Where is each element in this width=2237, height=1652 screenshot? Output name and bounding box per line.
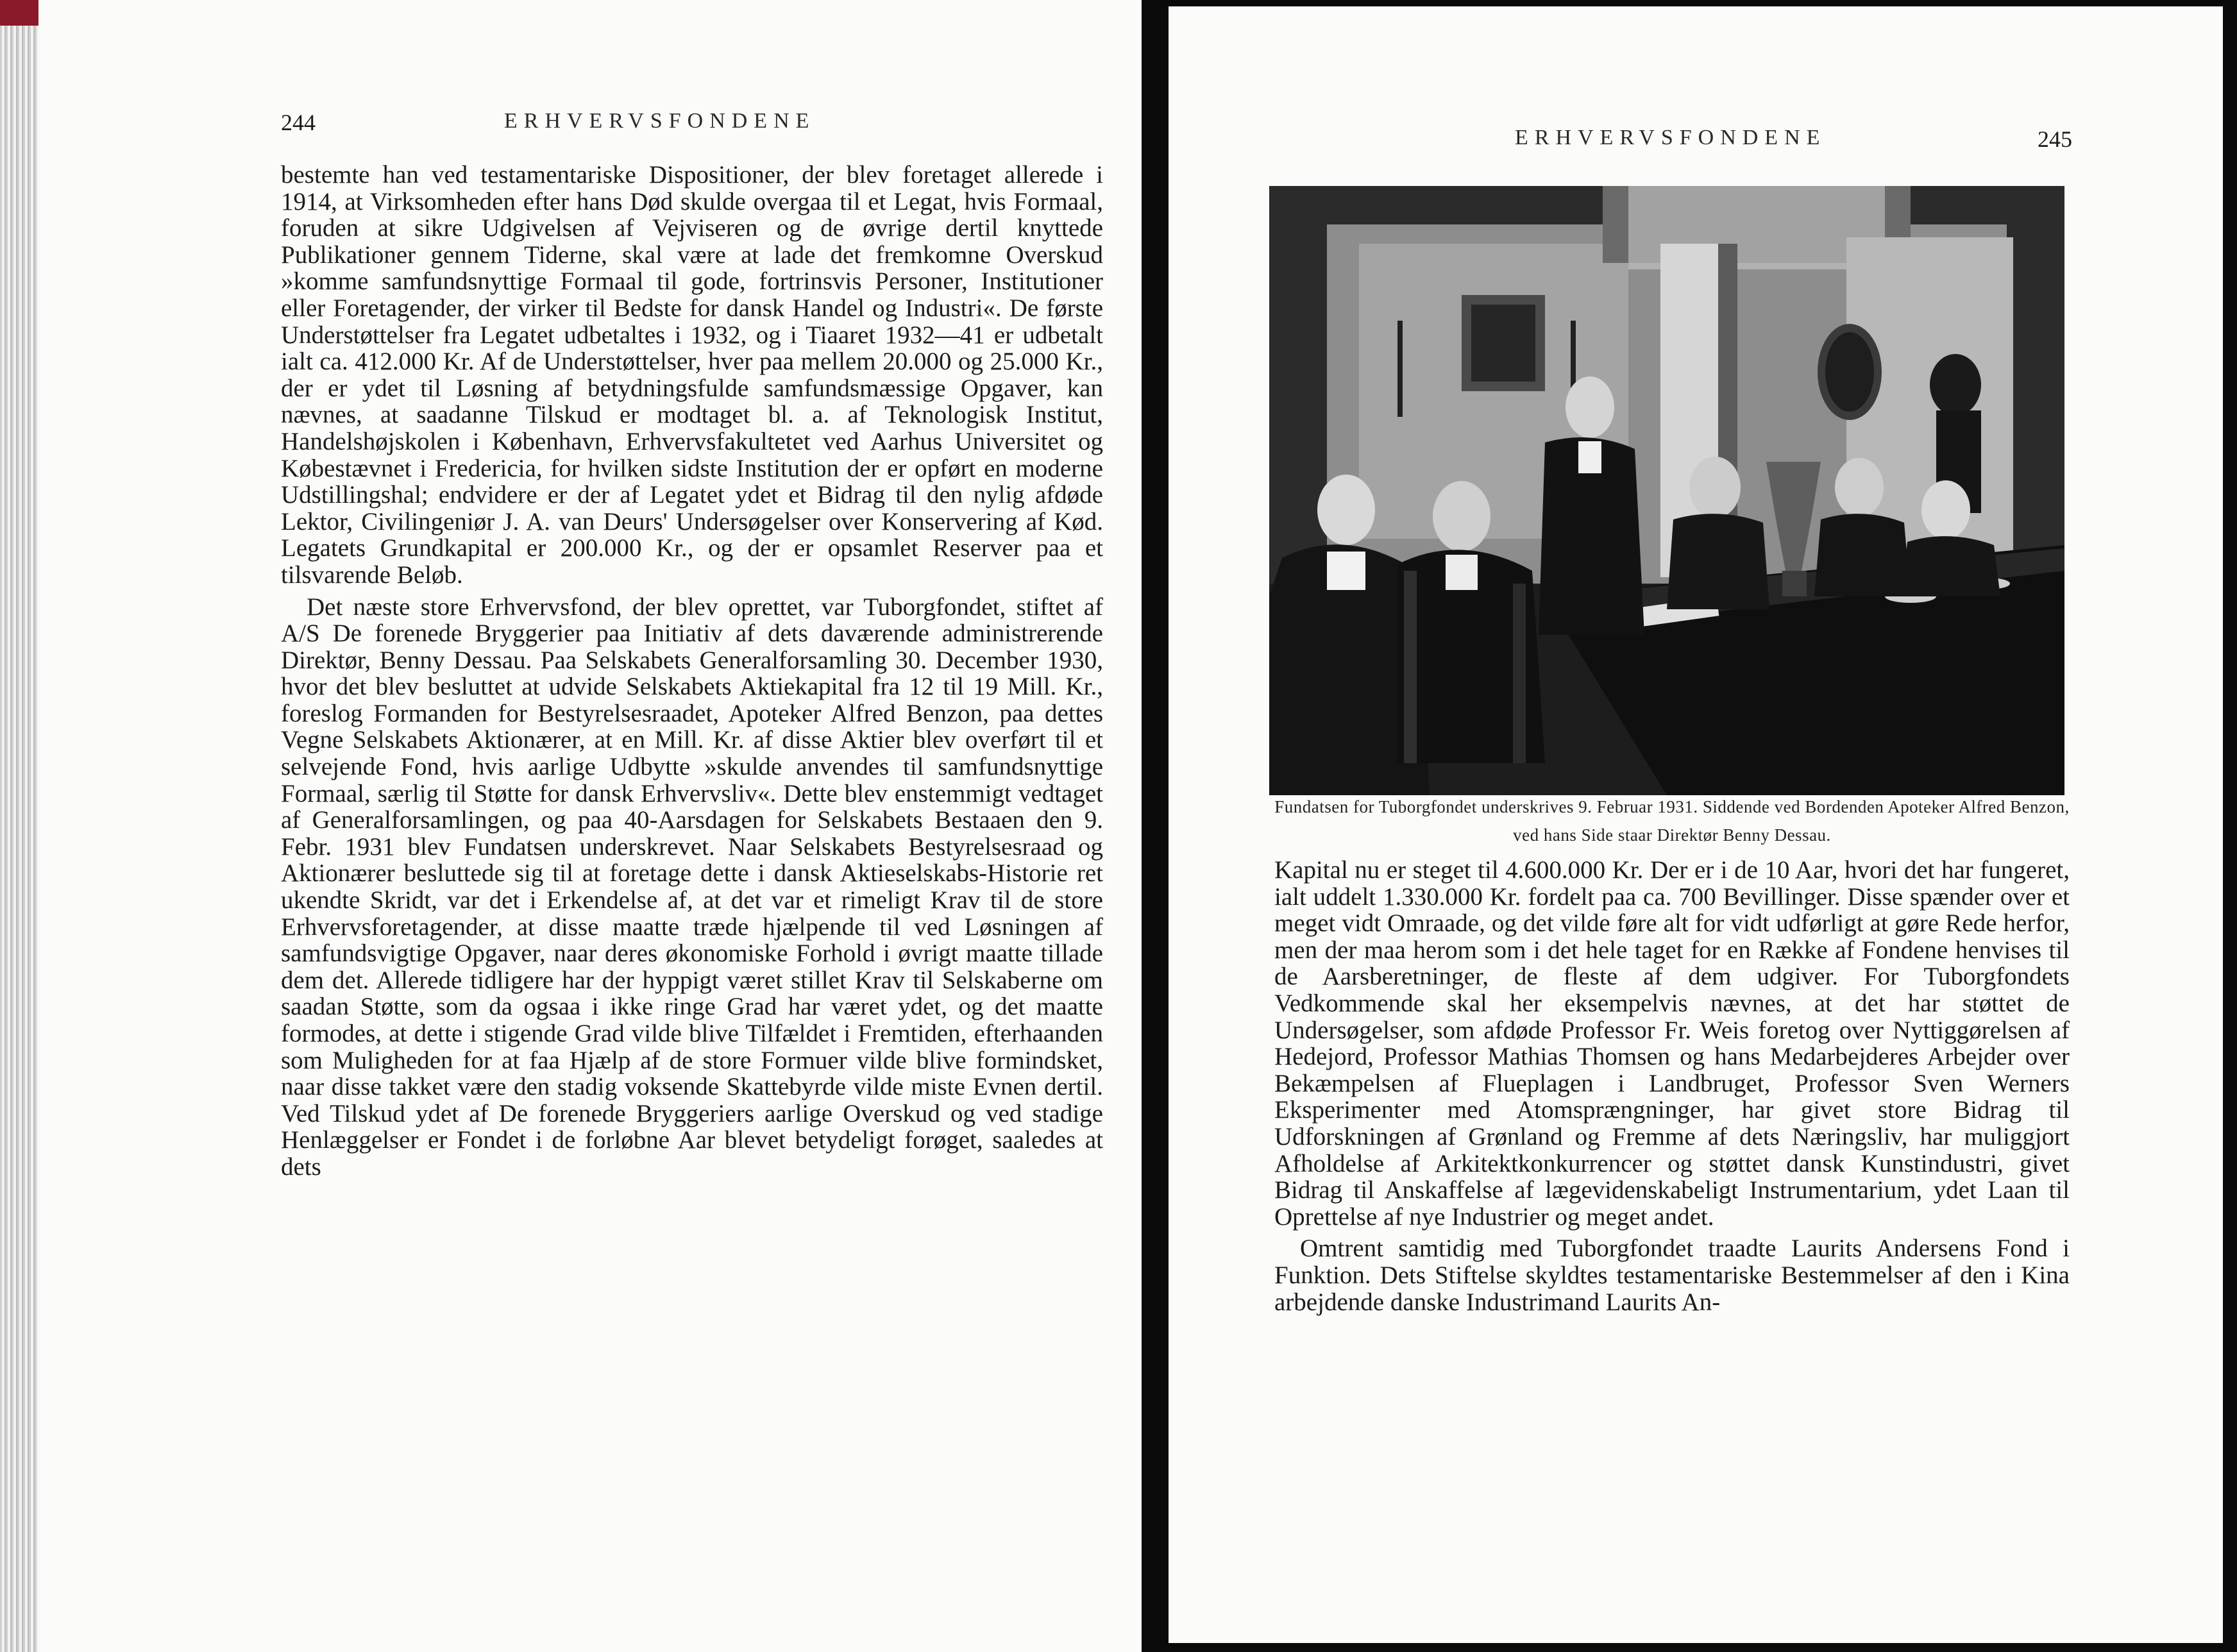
running-head: ERHVERVSFONDENE [1515, 126, 1827, 149]
left-page [38, 0, 1142, 1652]
paragraph: Kapital nu er steget til 4.600.000 Kr. Der er i de 10 Aar, hvori det har fungeret, ialt uddelt 1.330.000 Kr. fordelt paa ca. 700 Bevillinger. Disse spænder over et meget vidt Omraade, og det vilde føre alt for vidt udførligt at gøre Rede herfor, men der maa herom som i det hele taget for en Række af Fondene henvises til de Aarsberetninger, de fleste af dem udgiver. For Tuborgfondets Vedkommende skal her eksempelvis nævnes, at det har støttet de Undersøgelser, som afdøde Professor Fr. Weis foretog over Nyttiggørelsen af Hedejord, Professor Mathias Thomsen og hans Medarbejderes Arbejder over Bekæmpelsen af Flueplagen i Landbruget, Professor Sven Werners Eksperimenter med Atomsprængninger, har givet store Bidrag til Udforskningen af Grønland og Fremme af dets Næringsliv, har muliggjort Afholdelse af Arkitektkonkurrencer og støttet dansk Kunstindustri, givet Bidrag til Anskaffelse af lægevidenskabeligt Instrumentarium, ydet Laan til Oprettelse af nye Industrier og meget andet. [1274, 856, 2070, 1231]
paragraph: bestemte han ved testamentariske Dispositioner, der blev foretaget allerede i 1914, at Virksomheden efter hans Død skulde overgaa til et Legat, hvis Formaal, foruden at sikre Udgivelsen af Vejviseren og de øvrige dertil knyttede Publikationer gennem Tiderne, skal være at lade det fremkomne Overskud »komme samfundsnyttige Formaal til gode, fortrinsvis Personer, Institutioner eller Foretagender, der virker til Bedste for dansk Handel og Industri«. De første Understøttelser fra Legatet udbetaltes i 1932, og i Tiaaret 1932—41 er udbetalt ialt ca. 412.000 Kr. Af de Understøttelser, hver paa mellem 20.000 og 25.000 Kr., der er ydet til Løsning af betydningsfulde samfundsmæssige Opgaver, kan nævnes, at saadanne Tilskud er modtaget bl. a. af Teknologisk Institut, Handelshøjskolen i København, Erhvervsfakultetet ved Aarhus Universitet og Købestævnet i Fredericia, for hvilken sidste Institution der er opført en moderne Udstillingshal; endvidere er der af Legatet ydet et Bidrag til den nylig afdøde Lektor, Civilingeniør J. A. van Deurs' Undersøgelser over Konservering af Kød. Legatets Grundkapital er 200.000 Kr., og der er opsamlet Reserver paa et tilsvarende Beløb. [281, 161, 1103, 589]
page-number: 244 [281, 110, 316, 135]
meeting-photograph [1269, 186, 2064, 795]
page-number: 245 [2038, 126, 2072, 152]
right-page [1169, 6, 2223, 1643]
book-binding-edge [0, 0, 38, 26]
paragraph: Det næste store Erhvervsfond, der blev oprettet, var Tuborgfondet, stiftet af A/S De forenede Bryggerier paa Initiativ af dets daværende administrerende Direktør, Benny Dessau. Paa Selskabets Generalforsamling 30. December 1930, hvor det blev besluttet at udvide Selskabets Aktiekapital fra 12 til 19 Mill. Kr., foreslog Formanden for Bestyrelsesraadet, Apoteker Alfred Benzon, paa dettes Vegne Selskabets Aktionærer, at en Mill. Kr. af disse Aktier blev overført til et selvejende Fond, hvis aarlige Udbytte »skulde anvendes til samfundsnyttige Formaal, særlig til Støtte for dansk Erhvervsliv«. Dette blev enstemmigt vedtaget af Generalforsamlingen, og paa 40-Aarsdagen for Selskabets Bestaaen den 9. Febr. 1931 blev Fundatsen underskrevet. Naar Selskabets Bestyrelsesraad og Aktionærer besluttede sig til at foretage dette i dansk Aktieselskabs-Historie ret ukendte Skridt, var det i Erkendelse af, at det var et rimeligt Krav til de store Erhvervsforetagender, at disse maatte træde hjælpende til ved Løsningen af samfundsvigtige Opgaver, naar deres økonomiske Forhold i øvrigt maatte tillade dem det. Allerede tidligere har der hyppigt været stillet Krav til Selskaberne om saadan Støtte, som da ogsaa i ikke ringe Grad har været ydet, og det maatte formodes, at dette i stigende Grad vilde blive Tilfældet i Fremtiden, efterhaanden som Muligheden for at faa Hjælp af de store Formuer vilde blive formindsket, naar disse takket være den stadig voksende Skattebyrde vilde miste Evnen dertil. Ved Tilskud ydet af De forenede Bryggeriers aarlige Overskud og ved stadige Henlæggelser er Fondet i de forløbne Aar blevet betydeligt forøget, saaledes at dets [281, 593, 1103, 1181]
running-head: ERHVERVSFONDENE [504, 109, 816, 133]
left-page-body [281, 162, 1103, 1181]
photo-caption: Fundatsen for Tuborgfondet underskrives 9. Februar 1931. Siddende ved Bordenden Apoteker Alfred Benzon, ved hans Side staar Direktør Benny Dessau. [1274, 797, 2070, 845]
paragraph: Omtrent samtidig med Tuborgfondet traadte Laurits Andersens Fond i Funktion. Dets Stiftelse skyldtes testamentariske Bestemmelser af den i Kina arbejdende danske Industrimand Laurits An- [1274, 1235, 2070, 1316]
right-page-body [1274, 857, 2070, 1315]
book-page-edges [0, 0, 38, 1652]
